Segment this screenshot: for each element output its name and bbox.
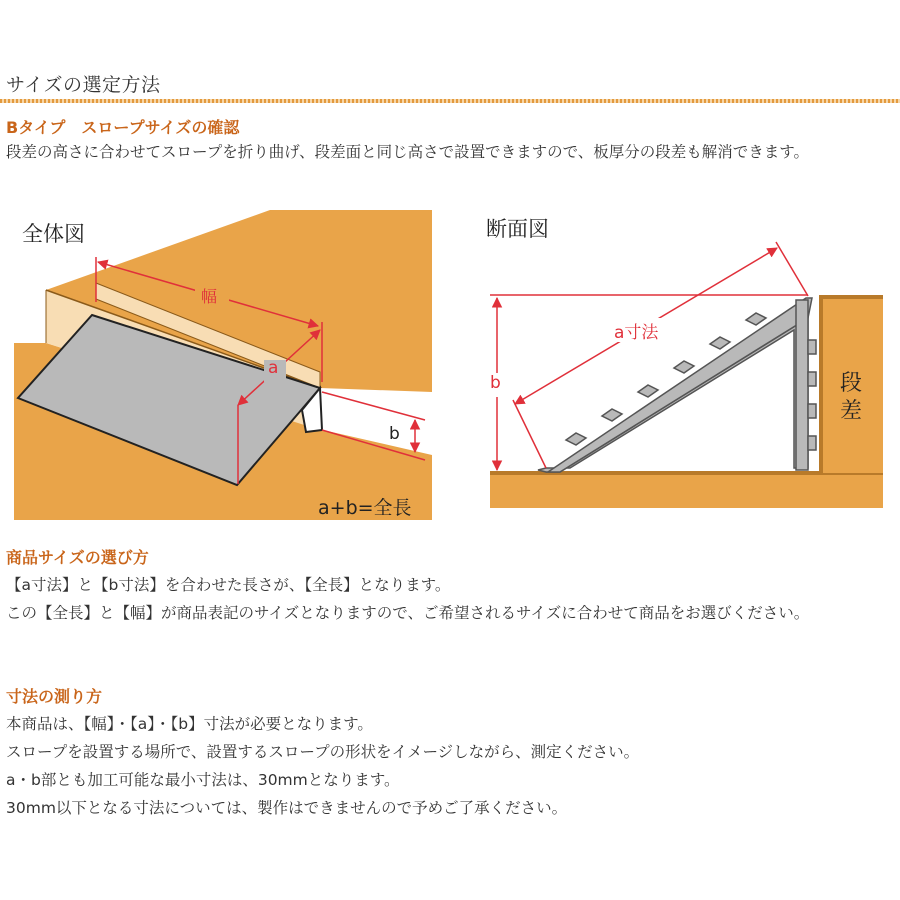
section-diagram	[486, 242, 883, 508]
section-diagram-title: 断面図	[486, 217, 549, 241]
step-label-1: 段	[840, 371, 863, 396]
b-dimension-label: b	[490, 373, 501, 393]
section2-body	[6, 571, 891, 627]
a-dimension-label: a寸法	[614, 323, 659, 343]
section3-line-1: 本商品は、【幅】・【a】・【b】寸法が必要となります。	[6, 715, 373, 733]
page-title: サイズの選定方法	[6, 74, 161, 96]
section3-line-4: 30mm以下となる寸法については、製作はできませんので予めご了承ください。	[6, 799, 568, 817]
section1-body: 段差の高さに合わせてスロープを折り曲げ、段差面と同じ高さで設置できますので、板厚分の段差も解消できます。	[6, 143, 810, 161]
overall-diagram-title: 全体図	[22, 222, 85, 246]
section2-heading: 商品サイズの選び方	[6, 548, 149, 567]
section1-heading: Bタイプ スロープサイズの確認	[6, 118, 240, 137]
a-label: a	[268, 358, 279, 378]
step-label-2: 差	[840, 399, 863, 424]
section3-line-2: スロープを設置する場所で、設置するスロープの形状をイメージしながら、測定ください。	[6, 743, 640, 761]
section2-line-2: この【全長】と【幅】が商品表記のサイズとなりますので、ご希望されるサイズに合わせて商品をお選びください。	[6, 604, 810, 622]
section3-body	[6, 710, 891, 822]
overall-diagram	[14, 210, 432, 520]
b-label: b	[389, 424, 400, 444]
section2-line-1: 【a寸法】と【b寸法】を合わせた長さが、【全長】となります。	[6, 576, 451, 594]
section-floor	[490, 473, 883, 508]
section3-line-3: a・b部とも加工可能な最小寸法は、30mmとなります。	[6, 771, 400, 789]
width-label: 幅	[201, 287, 218, 306]
section3-heading: 寸法の測り方	[6, 687, 103, 706]
total-length-label: a+b=全長	[318, 497, 412, 519]
